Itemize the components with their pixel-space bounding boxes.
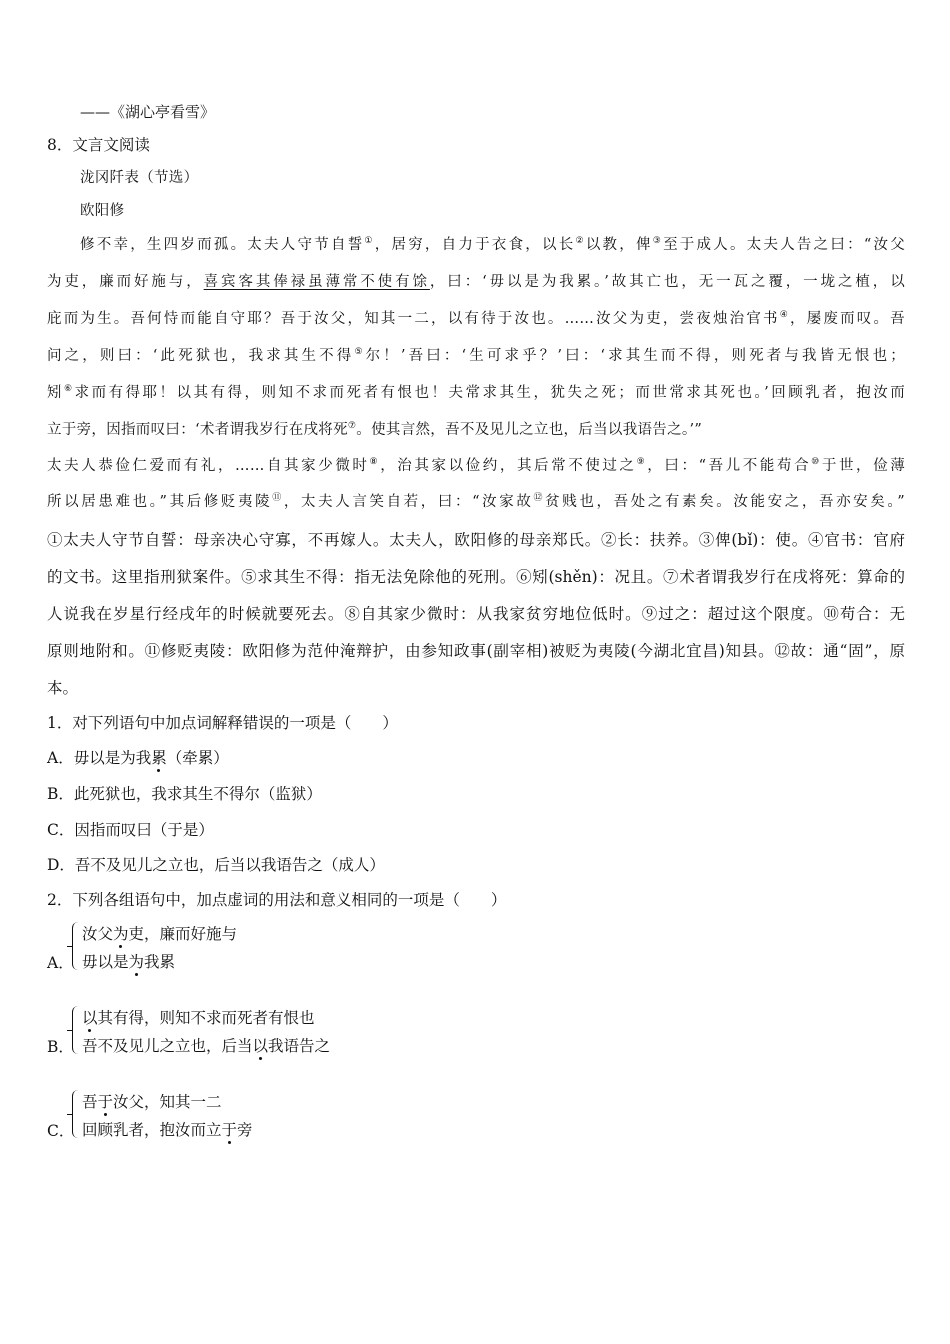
option-label: C． (47, 1122, 75, 1140)
sub-question-1-stem: 1．对下列语句中加点词解释错误的一项是（ ） (47, 714, 398, 732)
pair-line: 吾于汝父，知其一二 (82, 1090, 222, 1112)
pair-line: 以其有得，则知不求而死者有恨也 (82, 1006, 315, 1028)
passage-line-2: 为吏，廉而好施与，喜宾客其俸禄虽薄常不使有馀，曰：‘毋以是为我累。’故其亡也，无一瓦之覆，一垅之植，以 (47, 274, 905, 290)
passage-line-5: 矧⑥求而有得耶！以其有得，则知不求而死者有恨也！夫常求其生，犹失之死；而世常求其死也。’回顾乳者，抱汝而 (47, 384, 905, 401)
passage-line-6: 立于旁，因指而叹曰：‘术者谓我岁行在戌将死⑦。使其言然，吾不及见儿之立也，后当以我语告之。’” (47, 421, 703, 438)
sub1-option-a[interactable]: A．毋以是为我累（牵累） (47, 749, 229, 767)
pair-line: 汝父为吏，廉而好施与 (82, 922, 237, 944)
annotation-line: 人说我在岁星行经戌年的时候就要死去。⑧自其家少微时：从我家贫穷地位低时。⑨过之：超过这个限度。⑩苟合：无 (47, 605, 905, 623)
passage-title: 泷冈阡表（节选） (80, 170, 199, 186)
sub1-option-d[interactable]: D．吾不及见儿之立也，后当以我语告之（成人） (47, 856, 385, 874)
question-8-heading: 8．文言文阅读 (47, 136, 150, 154)
underlined-sentence: 喜宾客其俸禄虽薄常不使有馀 (203, 274, 430, 290)
brace-icon (72, 1090, 81, 1138)
pair-line: 毋以是为我累 (82, 950, 175, 972)
passage-line-3: 庇而为生。吾何恃而能自守耶？吾于汝父，知其一二，以有待于汝也。……汝父为吏，尝夜烛治官书④，屡废而叹。吾 (47, 310, 905, 327)
passage-line-7: 太夫人恭俭仁爱而有礼，……自其家少微时⑧，治其家以俭约，其后常不使过之⑨，曰：“吾儿不能苟合⑩于世，俭薄 (47, 457, 906, 474)
option-label: B． (47, 1038, 74, 1056)
source-attribution: ——《湖心亭看雪》 (80, 103, 216, 121)
passage-line-8: 所以居患难也。”其后修贬夷陵⑪，太夫人言笑自若，曰：“汝家故⑫贫贱也，吾处之有素矣。汝能安之，吾亦安矣。” (47, 493, 905, 510)
annotation-line: 原则地附和。⑪修贬夷陵：欧阳修为范仲淹辩护，由参知政事(副宰相)被贬为夷陵(今湖北宜昌)知县。⑫故：通“固”，原 (47, 642, 905, 660)
brace-icon (72, 922, 81, 970)
pair-line: 吾不及见儿之立也，后当以我语告之 (82, 1034, 330, 1056)
sub1-option-c[interactable]: C．因指而叹曰（于是） (47, 821, 214, 839)
brace-icon (72, 1006, 81, 1054)
annotation-line: 本。 (47, 679, 79, 697)
pair-line: 回顾乳者，抱汝而立于旁 (82, 1118, 253, 1140)
passage-line-4: 问之，则曰：‘此死狱也，我求其生不得⑤尔！’吾曰：‘生可求乎？’曰：‘求其生而不得，则死者与我皆无恨也； (47, 347, 905, 364)
option-label: A． (47, 954, 74, 972)
passage-author: 欧阳修 (80, 203, 125, 219)
annotation-line: ①太夫人守节自誓：母亲决心守寡，不再嫁人。太夫人，欧阳修的母亲郑氏。②长：扶养。③俾(bǐ)：使。④官书：官府 (47, 531, 905, 549)
sub1-option-b[interactable]: B．此死狱也，我求其生不得尔（监狱） (47, 785, 322, 803)
annotation-line: 的文书。这里指刑狱案件。⑤求其生不得：指无法免除他的死刑。⑥矧(shěn)：况且。⑦术者谓我岁行在戌将死：算命的 (47, 568, 905, 586)
passage-line-1: 修不幸，生四岁而孤。太夫人守节自誓①，居穷，自力于衣食，以长②以教，俾③至于成人。太夫人告之曰：“汝父 (80, 236, 906, 253)
sub-question-2-stem: 2．下列各组语句中，加点虚词的用法和意义相同的一项是（ ） (47, 891, 507, 909)
